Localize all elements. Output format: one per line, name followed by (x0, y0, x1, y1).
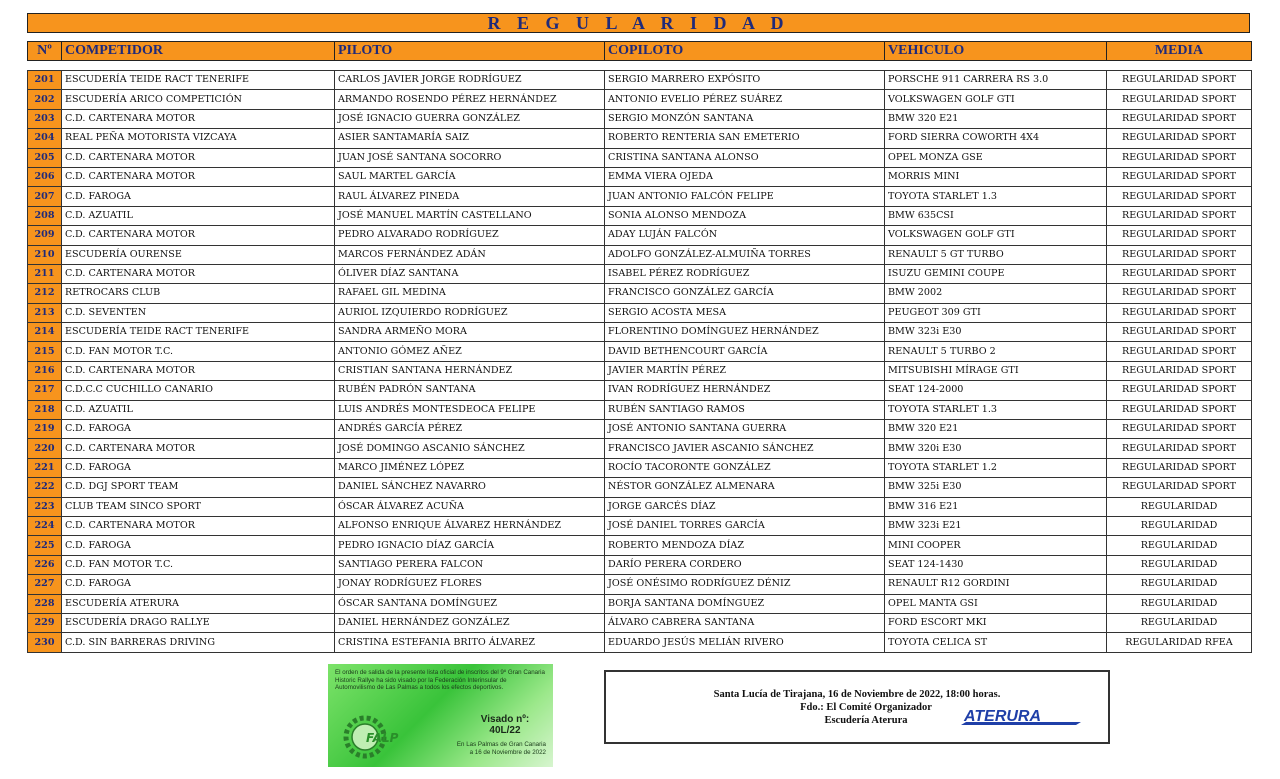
cell-copiloto: JORGE GARCÉS DÍAZ (605, 497, 885, 516)
cell-num: 226 (28, 555, 62, 574)
table-row (28, 303, 1252, 322)
cell-copiloto: ROBERTO MENDOZA DÍAZ (605, 536, 885, 555)
cell-num: 213 (28, 303, 62, 322)
cell-num: 221 (28, 458, 62, 477)
cell-num: 225 (28, 536, 62, 555)
cell-media: REGULARIDAD SPORT (1107, 303, 1252, 322)
header-vehiculo: VEHICULO (885, 42, 1107, 61)
cell-piloto: DANIEL HERNÁNDEZ GONZÁLEZ (335, 613, 605, 632)
cell-competidor: C.D. FAROGA (62, 536, 335, 555)
table-row (28, 206, 1252, 225)
table-row (28, 613, 1252, 632)
aterura-logo-text: ATERURA (964, 708, 1042, 725)
visado-text: El orden de salida de la presente lista oficial de inscritos del 9º Gran Canaria Historic Rallye ha sido visado por la Federación Interinsular de Automovilismo de Las Palmas a todos los efectos deportivos. (335, 669, 546, 692)
page-title: R E G U L A R I D A D (27, 13, 1250, 33)
cell-vehiculo: BMW 323i E21 (885, 516, 1107, 535)
cell-competidor: C.D. SEVENTEN (62, 303, 335, 322)
cell-copiloto: CRISTINA SANTANA ALONSO (605, 148, 885, 167)
cell-vehiculo: BMW 320 E21 (885, 420, 1107, 439)
table-row (28, 148, 1252, 167)
cell-piloto: DANIEL SÁNCHEZ NAVARRO (335, 478, 605, 497)
cell-media: REGULARIDAD (1107, 575, 1252, 594)
cell-copiloto: JAVIER MARTÍN PÉREZ (605, 361, 885, 380)
visado-place-line2: a 16 de Noviembre de 2022 (469, 748, 546, 756)
visado-stamp (328, 664, 553, 767)
header-copiloto: COPILOTO (605, 42, 885, 61)
table-row (28, 109, 1252, 128)
cell-media: REGULARIDAD SPORT (1107, 226, 1252, 245)
cell-piloto: CRISTIAN SANTANA HERNÁNDEZ (335, 361, 605, 380)
cell-vehiculo: PORSCHE 911 CARRERA RS 3.0 (885, 71, 1107, 90)
cell-piloto: JOSÉ IGNACIO GUERRA GONZÁLEZ (335, 109, 605, 128)
cell-vehiculo: RENAULT 5 TURBO 2 (885, 342, 1107, 361)
cell-copiloto: JUAN ANTONIO FALCÓN FELIPE (605, 187, 885, 206)
signature-box (604, 670, 1110, 744)
cell-competidor: C.D. AZUATIL (62, 206, 335, 225)
cell-piloto: AURIOL IZQUIERDO RODRÍGUEZ (335, 303, 605, 322)
header-competidor: COMPETIDOR (62, 42, 335, 61)
cell-competidor: C.D. CARTENARA MOTOR (62, 109, 335, 128)
cell-num: 218 (28, 400, 62, 419)
visado-number: 40L/22 (489, 725, 521, 736)
cell-competidor: C.D. CARTENARA MOTOR (62, 167, 335, 186)
cell-competidor: ESCUDERÍA DRAGO RALLYE (62, 613, 335, 632)
cell-piloto: SAUL MARTEL GARCÍA (335, 167, 605, 186)
cell-vehiculo: BMW 320 E21 (885, 109, 1107, 128)
cell-num: 202 (28, 90, 62, 109)
cell-vehiculo: BMW 325i E30 (885, 478, 1107, 497)
cell-copiloto: SERGIO MARRERO EXPÓSITO (605, 71, 885, 90)
table-row (28, 575, 1252, 594)
cell-media: REGULARIDAD SPORT (1107, 323, 1252, 342)
table-row (28, 342, 1252, 361)
cell-piloto: RAUL ÁLVAREZ PINEDA (335, 187, 605, 206)
cell-competidor: CLUB TEAM SINCO SPORT (62, 497, 335, 516)
cell-competidor: ESCUDERÍA ARICO COMPETICIÓN (62, 90, 335, 109)
cell-piloto: JONAY RODRÍGUEZ FLORES (335, 575, 605, 594)
cell-media: REGULARIDAD SPORT (1107, 478, 1252, 497)
cell-num: 204 (28, 129, 62, 148)
table-row (28, 497, 1252, 516)
cell-piloto: JUAN JOSÉ SANTANA SOCORRO (335, 148, 605, 167)
cell-vehiculo: FORD ESCORT MKI (885, 613, 1107, 632)
cell-piloto: CARLOS JAVIER JORGE RODRÍGUEZ (335, 71, 605, 90)
cell-num: 222 (28, 478, 62, 497)
cell-media: REGULARIDAD SPORT (1107, 109, 1252, 128)
cell-copiloto: FRANCISCO GONZÁLEZ GARCÍA (605, 284, 885, 303)
cell-media: REGULARIDAD SPORT (1107, 245, 1252, 264)
cell-num: 212 (28, 284, 62, 303)
table-row (28, 633, 1252, 652)
cell-copiloto: NÉSTOR GONZÁLEZ ALMENARA (605, 478, 885, 497)
cell-media: REGULARIDAD SPORT (1107, 400, 1252, 419)
cell-copiloto: FRANCISCO JAVIER ASCANIO SÁNCHEZ (605, 439, 885, 458)
cell-piloto: ÓSCAR SANTANA DOMÍNGUEZ (335, 594, 605, 613)
cell-media: REGULARIDAD SPORT (1107, 381, 1252, 400)
cell-piloto: ÓSCAR ÁLVAREZ ACUÑA (335, 497, 605, 516)
cell-competidor: ESCUDERÍA OURENSE (62, 245, 335, 264)
visado-place-line1: En Las Palmas de Gran Canaria (456, 741, 546, 748)
cell-media: REGULARIDAD RFEA (1107, 633, 1252, 652)
cell-num: 208 (28, 206, 62, 225)
cell-vehiculo: TOYOTA STARLET 1.3 (885, 187, 1107, 206)
cell-num: 227 (28, 575, 62, 594)
cell-copiloto: JOSÉ ANTONIO SANTANA GUERRA (605, 420, 885, 439)
cell-copiloto: ANTONIO EVELIO PÉREZ SUÁREZ (605, 90, 885, 109)
falp-logo-icon (342, 714, 402, 760)
cell-piloto: PEDRO IGNACIO DÍAZ GARCÍA (335, 536, 605, 555)
cell-vehiculo: BMW 635CSI (885, 206, 1107, 225)
cell-vehiculo: OPEL MONZA GSE (885, 148, 1107, 167)
table-row (28, 516, 1252, 535)
cell-media: REGULARIDAD SPORT (1107, 206, 1252, 225)
cell-piloto: MARCO JIMÉNEZ LÓPEZ (335, 458, 605, 477)
table-row (28, 129, 1252, 148)
table-header (27, 41, 1252, 61)
cell-piloto: JOSÉ MANUEL MARTÍN CASTELLANO (335, 206, 605, 225)
entries-body (28, 71, 1252, 653)
cell-vehiculo: RENAULT R12 GORDINI (885, 575, 1107, 594)
cell-piloto: SANDRA ARMEÑO MORA (335, 323, 605, 342)
cell-num: 203 (28, 109, 62, 128)
cell-competidor: C.D. CARTENARA MOTOR (62, 439, 335, 458)
cell-vehiculo: MINI COOPER (885, 536, 1107, 555)
table-row (28, 226, 1252, 245)
table-row (28, 71, 1252, 90)
header-media: MEDIA (1107, 42, 1252, 61)
cell-competidor: C.D. CARTENARA MOTOR (62, 264, 335, 283)
cell-vehiculo: VOLKSWAGEN GOLF GTI (885, 226, 1107, 245)
cell-num: 224 (28, 516, 62, 535)
cell-media: REGULARIDAD SPORT (1107, 458, 1252, 477)
table-row (28, 439, 1252, 458)
cell-competidor: C.D. CARTENARA MOTOR (62, 361, 335, 380)
cell-num: 217 (28, 381, 62, 400)
cell-vehiculo: PEUGEOT 309 GTI (885, 303, 1107, 322)
cell-media: REGULARIDAD (1107, 555, 1252, 574)
cell-num: 210 (28, 245, 62, 264)
cell-competidor: C.D. AZUATIL (62, 400, 335, 419)
table-row (28, 536, 1252, 555)
cell-num: 229 (28, 613, 62, 632)
cell-competidor: C.D. CARTENARA MOTOR (62, 226, 335, 245)
cell-media: REGULARIDAD SPORT (1107, 439, 1252, 458)
cell-media: REGULARIDAD SPORT (1107, 284, 1252, 303)
cell-piloto: ASIER SANTAMARÍA SAIZ (335, 129, 605, 148)
cell-copiloto: SERGIO MONZÓN SANTANA (605, 109, 885, 128)
cell-piloto: RUBÉN PADRÓN SANTANA (335, 381, 605, 400)
cell-media: REGULARIDAD SPORT (1107, 420, 1252, 439)
cell-piloto: PEDRO ALVARADO RODRÍGUEZ (335, 226, 605, 245)
cell-num: 220 (28, 439, 62, 458)
cell-copiloto: JOSÉ DANIEL TORRES GARCÍA (605, 516, 885, 535)
cell-copiloto: EDUARDO JESÚS MELIÁN RIVERO (605, 633, 885, 652)
cell-copiloto: ADOLFO GONZÁLEZ-ALMUIÑA TORRES (605, 245, 885, 264)
cell-num: 215 (28, 342, 62, 361)
cell-num: 230 (28, 633, 62, 652)
cell-media: REGULARIDAD SPORT (1107, 90, 1252, 109)
cell-vehiculo: BMW 323i E30 (885, 323, 1107, 342)
cell-media: REGULARIDAD (1107, 497, 1252, 516)
cell-num: 228 (28, 594, 62, 613)
cell-vehiculo: ISUZU GEMINI COUPE (885, 264, 1107, 283)
entries-table (27, 70, 1252, 653)
cell-competidor: C.D. FAROGA (62, 420, 335, 439)
cell-vehiculo: MITSUBISHI MÍRAGE GTI (885, 361, 1107, 380)
signature-organization: Escudería Aterura (824, 715, 908, 726)
cell-num: 206 (28, 167, 62, 186)
cell-media: REGULARIDAD SPORT (1107, 187, 1252, 206)
cell-copiloto: IVAN RODRÍGUEZ HERNÁNDEZ (605, 381, 885, 400)
table-row (28, 187, 1252, 206)
cell-vehiculo: SEAT 124-1430 (885, 555, 1107, 574)
cell-vehiculo: OPEL MANTA GSI (885, 594, 1107, 613)
table-row (28, 458, 1252, 477)
aterura-logo-icon (956, 706, 1081, 728)
cell-media: REGULARIDAD (1107, 536, 1252, 555)
cell-copiloto: RUBÉN SANTIAGO RAMOS (605, 400, 885, 419)
signature-signed-by: Fdo.: El Comité Organizador (800, 702, 932, 713)
cell-vehiculo: MORRIS MINI (885, 167, 1107, 186)
cell-piloto: ÓLIVER DÍAZ SANTANA (335, 264, 605, 283)
cell-media: REGULARIDAD SPORT (1107, 342, 1252, 361)
cell-copiloto: SONIA ALONSO MENDOZA (605, 206, 885, 225)
cell-vehiculo: FORD SIERRA COWORTH 4X4 (885, 129, 1107, 148)
cell-copiloto: EMMA VIERA OJEDA (605, 167, 885, 186)
cell-piloto: RAFAEL GIL MEDINA (335, 284, 605, 303)
table-row (28, 167, 1252, 186)
cell-vehiculo: SEAT 124-2000 (885, 381, 1107, 400)
cell-media: REGULARIDAD SPORT (1107, 148, 1252, 167)
table-row (28, 245, 1252, 264)
table-row (28, 381, 1252, 400)
cell-competidor: C.D. FAROGA (62, 187, 335, 206)
falp-logo-text: FALP (366, 731, 399, 745)
cell-media: REGULARIDAD (1107, 613, 1252, 632)
cell-copiloto: ROBERTO RENTERIA SAN EMETERIO (605, 129, 885, 148)
cell-piloto: ARMANDO ROSENDO PÉREZ HERNÁNDEZ (335, 90, 605, 109)
cell-media: REGULARIDAD (1107, 516, 1252, 535)
cell-copiloto: FLORENTINO DOMÍNGUEZ HERNÁNDEZ (605, 323, 885, 342)
cell-competidor: ESCUDERÍA ATERURA (62, 594, 335, 613)
cell-competidor: RETROCARS CLUB (62, 284, 335, 303)
cell-num: 214 (28, 323, 62, 342)
cell-num: 219 (28, 420, 62, 439)
table-row (28, 555, 1252, 574)
table-row (28, 90, 1252, 109)
cell-competidor: ESCUDERÍA TEIDE RACT TENERIFE (62, 71, 335, 90)
cell-vehiculo: RENAULT 5 GT TURBO (885, 245, 1107, 264)
cell-piloto: CRISTINA ESTEFANIA BRITO ÁLVAREZ (335, 633, 605, 652)
cell-media: REGULARIDAD SPORT (1107, 129, 1252, 148)
cell-num: 209 (28, 226, 62, 245)
cell-competidor: C.D. FAN MOTOR T.C. (62, 555, 335, 574)
cell-vehiculo: BMW 2002 (885, 284, 1107, 303)
visado-place (418, 741, 546, 756)
cell-competidor: C.D. FAN MOTOR T.C. (62, 342, 335, 361)
cell-copiloto: ADAY LUJÁN FALCÓN (605, 226, 885, 245)
cell-competidor: C.D. FAROGA (62, 575, 335, 594)
cell-copiloto: ROCÍO TACORONTE GONZÁLEZ (605, 458, 885, 477)
cell-piloto: SANTIAGO PERERA FALCON (335, 555, 605, 574)
cell-piloto: ALFONSO ENRIQUE ÁLVAREZ HERNÁNDEZ (335, 516, 605, 535)
cell-vehiculo: BMW 320i E30 (885, 439, 1107, 458)
table-row (28, 323, 1252, 342)
cell-num: 201 (28, 71, 62, 90)
cell-copiloto: BORJA SANTANA DOMÍNGUEZ (605, 594, 885, 613)
cell-num: 205 (28, 148, 62, 167)
cell-vehiculo: TOYOTA STARLET 1.3 (885, 400, 1107, 419)
table-row (28, 478, 1252, 497)
cell-competidor: C.D.C.C CUCHILLO CANARIO (62, 381, 335, 400)
cell-competidor: C.D. CARTENARA MOTOR (62, 148, 335, 167)
cell-copiloto: DAVID BETHENCOURT GARCÍA (605, 342, 885, 361)
cell-vehiculo: TOYOTA STARLET 1.2 (885, 458, 1107, 477)
cell-copiloto: DARÍO PERERA CORDERO (605, 555, 885, 574)
cell-piloto: LUIS ANDRÉS MONTESDEOCA FELIPE (335, 400, 605, 419)
table-row (28, 264, 1252, 283)
table-row (28, 420, 1252, 439)
cell-piloto: ANTONIO GÓMEZ AÑEZ (335, 342, 605, 361)
cell-num: 223 (28, 497, 62, 516)
cell-competidor: C.D. FAROGA (62, 458, 335, 477)
cell-vehiculo: VOLKSWAGEN GOLF GTI (885, 90, 1107, 109)
visado-label: Visado nº: (480, 714, 530, 725)
signature-date: Santa Lucía de Tirajana, 16 de Noviembre de 2022, 18:00 horas. (713, 689, 1001, 700)
cell-piloto: JOSÉ DOMINGO ASCANIO SÁNCHEZ (335, 439, 605, 458)
cell-copiloto: ISABEL PÉREZ RODRÍGUEZ (605, 264, 885, 283)
table-row (28, 284, 1252, 303)
cell-media: REGULARIDAD SPORT (1107, 264, 1252, 283)
table-row (28, 361, 1252, 380)
cell-num: 211 (28, 264, 62, 283)
cell-vehiculo: BMW 316 E21 (885, 497, 1107, 516)
header-piloto: PILOTO (335, 42, 605, 61)
cell-copiloto: ÁLVARO CABRERA SANTANA (605, 613, 885, 632)
cell-competidor: C.D. DGJ SPORT TEAM (62, 478, 335, 497)
cell-copiloto: SERGIO ACOSTA MESA (605, 303, 885, 322)
cell-competidor: C.D. CARTENARA MOTOR (62, 516, 335, 535)
cell-media: REGULARIDAD (1107, 594, 1252, 613)
table-row (28, 400, 1252, 419)
cell-competidor: REAL PEÑA MOTORISTA VIZCAYA (62, 129, 335, 148)
cell-media: REGULARIDAD SPORT (1107, 361, 1252, 380)
cell-competidor: ESCUDERÍA TEIDE RACT TENERIFE (62, 323, 335, 342)
cell-vehiculo: TOYOTA CELICA ST (885, 633, 1107, 652)
cell-copiloto: JOSÉ ONÉSIMO RODRÍGUEZ DÉNIZ (605, 575, 885, 594)
cell-num: 207 (28, 187, 62, 206)
table-row (28, 594, 1252, 613)
cell-piloto: ANDRÉS GARCÍA PÉREZ (335, 420, 605, 439)
cell-media: REGULARIDAD SPORT (1107, 71, 1252, 90)
cell-media: REGULARIDAD SPORT (1107, 167, 1252, 186)
cell-num: 216 (28, 361, 62, 380)
header-num: Nº (28, 42, 62, 61)
cell-piloto: MARCOS FERNÁNDEZ ADÁN (335, 245, 605, 264)
cell-competidor: C.D. SIN BARRERAS DRIVING (62, 633, 335, 652)
